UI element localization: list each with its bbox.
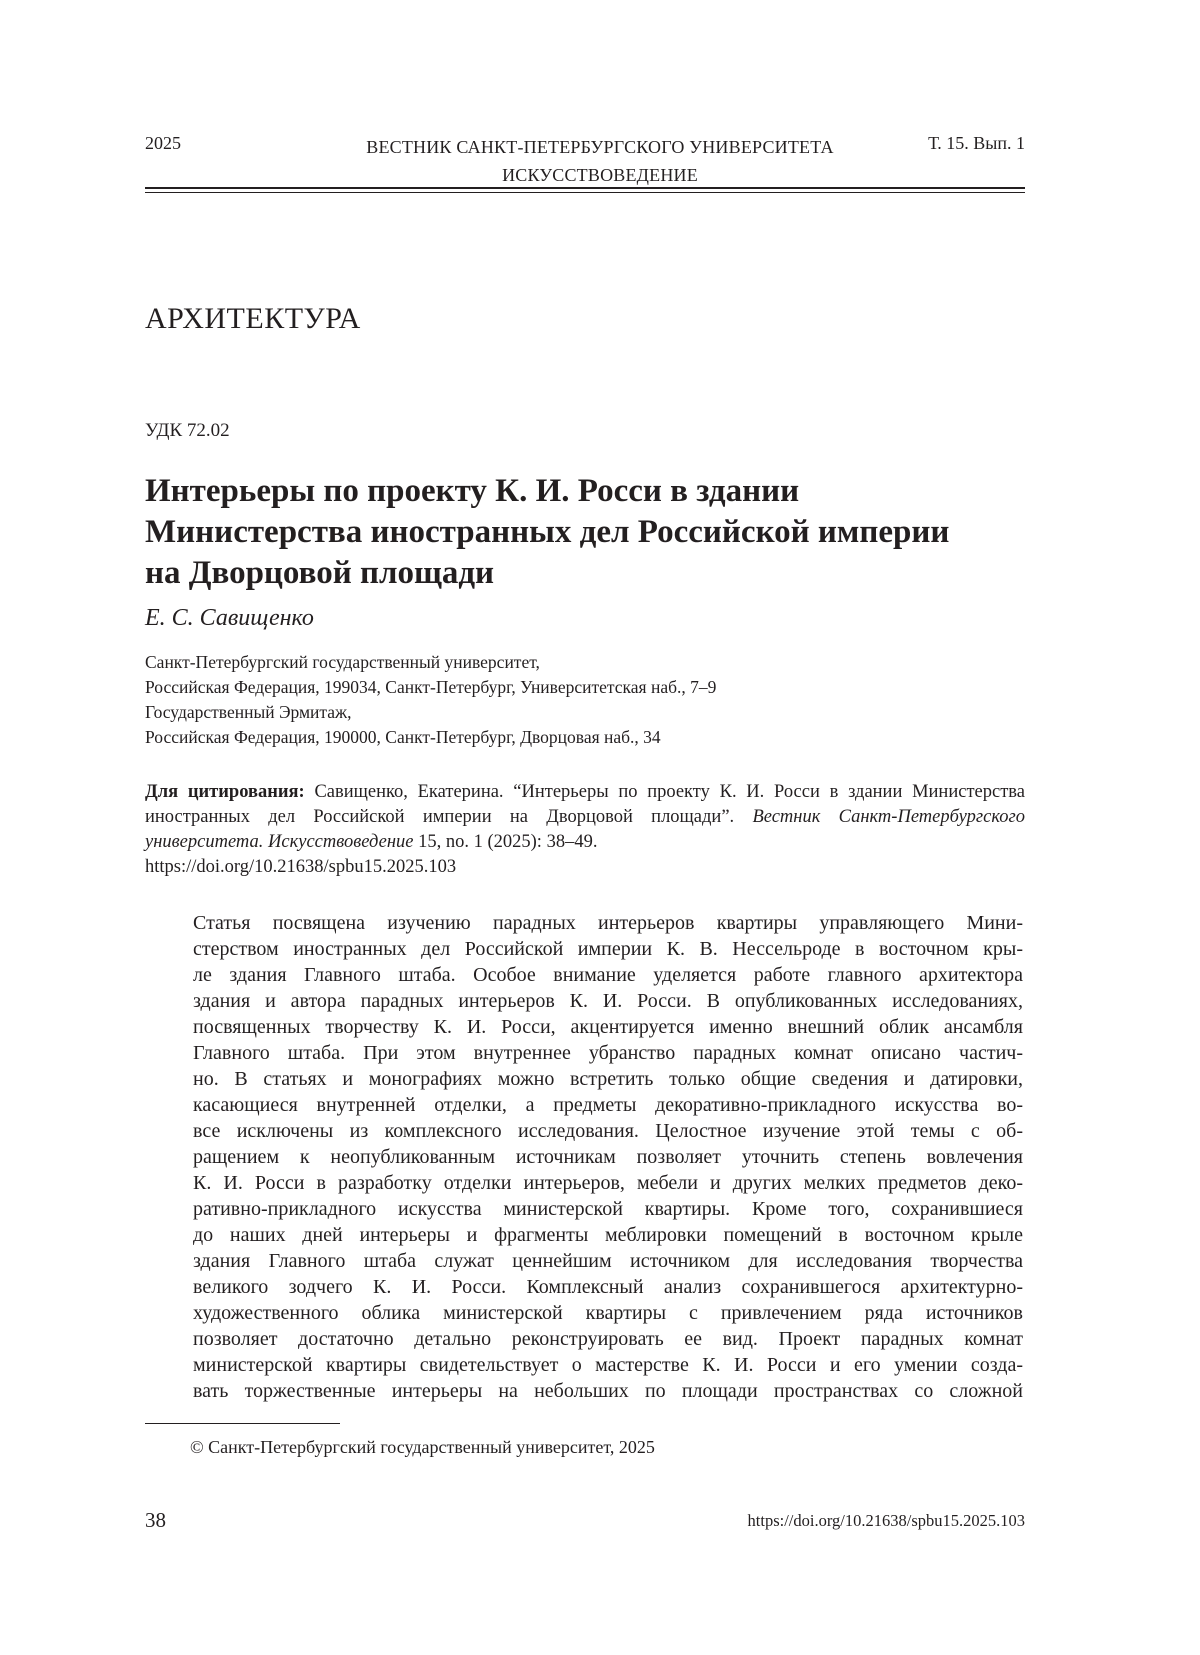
abstract-line: до наших дней интерьеры и фрагменты меблировки помещений в восточном крыле xyxy=(193,1224,1023,1246)
abstract-line: посвященных творчеству К. И. Росси, акцентируется именно внешний облик ансамбля xyxy=(193,1016,1023,1038)
header-journal-line-1: ВЕСТНИК САНКТ-ПЕТЕРБУРГСКОГО УНИВЕРСИТЕТА xyxy=(366,137,834,157)
abstract-line: вать торжественные интерьеры на небольших по площади пространствах со сложной xyxy=(193,1380,1023,1402)
page-number: 38 xyxy=(145,1508,166,1532)
abstract-line: ративно-прикладного искусства министерской квартиры. Кроме того, сохранившиеся xyxy=(193,1198,1023,1220)
affiliation-line: Российская Федерация, 190000, Санкт-Петербург, Дворцовая наб., 34 xyxy=(145,727,661,747)
affiliations xyxy=(145,650,1025,750)
abstract-line: здания и автора парадных интерьеров К. И. Росси. В опубликованных исследованиях, xyxy=(193,990,1023,1012)
abstract-line: все исключены из комплексного исследования. Целостное изучение этой темы с об- xyxy=(193,1120,1023,1142)
abstract-line: стерством иностранных дел Российской империи К. В. Нессельроде в восточном кры- xyxy=(193,938,1023,960)
article-title-line-2: Министерства иностранных дел Российской империи xyxy=(145,514,950,550)
abstract-line: здания Главного штаба служат ценнейшим источником для исследования творчества xyxy=(193,1250,1023,1272)
affiliation-line: Российская Федерация, 199034, Санкт-Петербург, Университетская наб., 7–9 xyxy=(145,677,717,697)
citation-text: Савищенко, Екатерина. “Интерьеры по проекту К. И. Росси в здании Министерства иностранных дел Российской империи на Дворцовой площади”. xyxy=(145,782,1025,827)
footer-doi-link[interactable]: https://doi.org/10.21638/spbu15.2025.103 xyxy=(747,1511,1025,1530)
header-journal-title xyxy=(250,133,950,189)
citation-doi-link[interactable]: https://doi.org/10.21638/spbu15.2025.103 xyxy=(145,857,457,877)
affiliation-line: Санкт-Петербургский государственный университет, xyxy=(145,652,540,672)
abstract-line: но. В статьях и монографиях можно встретить только общие сведения и датировки, xyxy=(193,1068,1023,1090)
footnote-rule xyxy=(145,1423,340,1424)
abstract-line: ле здания Главного штаба. Особое внимание уделяется работе главного архитектора xyxy=(193,964,1023,986)
abstract-line: Главного штаба. При этом внутреннее убранство парадных комнат описано частич- xyxy=(193,1042,1023,1064)
abstract xyxy=(193,910,1023,1404)
header-rule-thin xyxy=(145,192,1025,193)
citation-block xyxy=(145,780,1025,880)
article-title-line-3: на Дворцовой площади xyxy=(145,555,495,591)
citation-volume: 15, no. 1 (2025): 38–49. xyxy=(413,832,598,852)
udk-code: УДК 72.02 xyxy=(145,420,230,441)
abstract-line: К. И. Росси в разработку отделки интерьеров, мебели и других мелких предметов деко- xyxy=(193,1172,1023,1194)
article-title-line-1: Интерьеры по проекту К. И. Росси в здании xyxy=(145,473,800,509)
header-rule-thick xyxy=(145,187,1025,189)
copyright-footnote: © Санкт-Петербургский государственный университет, 2025 xyxy=(190,1437,655,1457)
section-title: АРХИТЕКТУРА xyxy=(145,302,361,335)
abstract-line: позволяет достаточно детально реконструировать ее вид. Проект парадных комнат xyxy=(193,1328,1023,1350)
header-year: 2025 xyxy=(145,133,181,153)
header-volume: Т. 15. Вып. 1 xyxy=(928,133,1025,153)
citation-label: Для цитирования: xyxy=(145,782,305,802)
abstract-line: касающиеся внутренней отделки, а предметы декоративно-прикладного искусства во- xyxy=(193,1094,1023,1116)
abstract-line: Статья посвящена изучению парадных интерьеров квартиры управляющего Мини- xyxy=(193,912,1023,934)
author-name: Е. С. Савищенко xyxy=(145,605,314,631)
abstract-line: министерской квартиры свидетельствует о мастерстве К. И. Росси и его умении созда- xyxy=(193,1354,1023,1376)
header-journal-line-2: ИСКУССТВОВЕДЕНИЕ xyxy=(502,165,698,185)
abstract-line: художественного облика министерской квартиры с привлечением ряда источников xyxy=(193,1302,1023,1324)
abstract-line: ращением к неопубликованным источникам позволяет уточнить степень вовлечения xyxy=(193,1146,1023,1168)
affiliation-line: Государственный Эрмитаж, xyxy=(145,702,352,722)
citation-journal: Вестник Санкт-Петербургского университета. Искусствоведение xyxy=(145,807,1025,852)
article-title xyxy=(145,471,1025,594)
abstract-line: великого зодчего К. И. Росси. Комплексный анализ сохранившегося архитектурно- xyxy=(193,1276,1023,1298)
